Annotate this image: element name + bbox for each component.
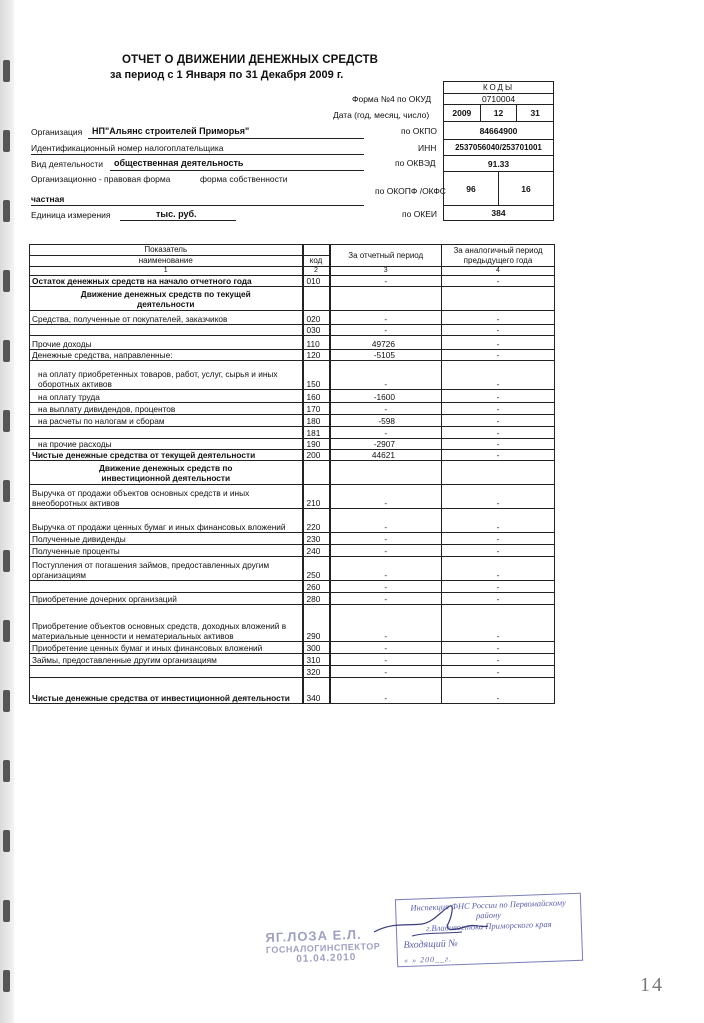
- table-row: [30, 654, 555, 666]
- row-code: 190: [303, 439, 330, 450]
- row-previous: -: [442, 666, 555, 678]
- binding-ring: [3, 900, 10, 922]
- table-row: [30, 403, 555, 415]
- row-code: 220: [303, 509, 330, 533]
- row-previous: -: [442, 361, 555, 390]
- row-current: -2907: [330, 439, 442, 450]
- activity-value: общественная деятельность: [114, 158, 244, 168]
- col-number: 2: [303, 267, 330, 276]
- office-line2: г.Владивостока Приморского края: [425, 918, 552, 934]
- okei-value: 384: [444, 205, 553, 220]
- date-day: 31: [516, 105, 553, 121]
- table-row: [30, 666, 555, 678]
- row-current: -598: [330, 415, 442, 427]
- report-period: за период с 1 Января по 31 Декабря 2009 г.: [110, 69, 344, 81]
- row-current: -: [330, 581, 442, 593]
- row-current: -1600: [330, 390, 442, 403]
- inn-value: 2537056040/253701001: [444, 139, 553, 155]
- okpo-label: по ОКПО: [401, 126, 437, 136]
- row-previous: -: [442, 276, 555, 287]
- row-name: Прочие доходы: [30, 336, 303, 350]
- row-current: 44621: [330, 450, 442, 461]
- row-previous: -: [442, 336, 555, 350]
- date-month: 12: [480, 105, 517, 121]
- row-current: -: [330, 666, 442, 678]
- row-code: 280: [303, 593, 330, 605]
- inspector-stamp: [265, 926, 387, 976]
- table-row: [30, 545, 555, 557]
- org-underline: [88, 138, 364, 139]
- ownership-value: частная: [31, 194, 65, 204]
- binding-ring: [3, 830, 10, 852]
- row-name: [30, 581, 303, 593]
- row-name: Остаток денежных средств на начало отчетного года: [30, 276, 303, 287]
- org-label: Организация: [31, 127, 83, 137]
- table-row: [30, 336, 555, 350]
- table-row: [30, 390, 555, 403]
- table-row: [30, 485, 555, 509]
- row-previous: -: [442, 605, 555, 642]
- row-name: [30, 427, 303, 439]
- row-code: 110: [303, 336, 330, 350]
- row-previous: -: [442, 485, 555, 509]
- inn-underline: [31, 154, 364, 155]
- row-previous: -: [442, 415, 555, 427]
- row-current: -: [330, 533, 442, 545]
- row-name: Выручка от продажи ценных бумаг и иных финансовых вложений: [30, 509, 303, 533]
- org-name: НП"Альянс строителей Приморья": [92, 126, 250, 136]
- table-row: [30, 509, 555, 533]
- col-number: 1: [30, 267, 303, 276]
- row-name: Денежные средства, направленные:: [30, 350, 303, 361]
- office-incoming: Входящий №: [403, 938, 458, 951]
- row-previous: -: [442, 678, 555, 704]
- activity-label: Вид деятельности: [31, 159, 103, 169]
- inspector-title: ГОСНАЛОГИНСПЕКТОР: [265, 941, 381, 956]
- row-name: Выручка от продажи объектов основных средств и иных внеоборотных активов: [30, 485, 303, 509]
- row-previous: -: [442, 509, 555, 533]
- row-name: Чистые денежные средства от инвестиционной деятельности: [30, 678, 303, 704]
- row-current: -: [330, 276, 442, 287]
- row-current: -: [330, 642, 442, 654]
- row-current: -: [330, 654, 442, 666]
- binding-ring: [3, 620, 10, 642]
- row-code: 010: [303, 276, 330, 287]
- row-code: 310: [303, 654, 330, 666]
- row-code: 170: [303, 403, 330, 415]
- inn-code-label: ИНН: [418, 143, 437, 153]
- row-previous: -: [442, 642, 555, 654]
- binding-ring: [3, 130, 10, 152]
- row-code: 160: [303, 390, 330, 403]
- row-code: 320: [303, 666, 330, 678]
- row-code: 030: [303, 325, 330, 336]
- row-code: 290: [303, 605, 330, 642]
- row-code: 181: [303, 427, 330, 439]
- unit-label: Единица измерения: [31, 210, 111, 220]
- row-name: на расчеты по налогам и сборам: [30, 415, 303, 427]
- col-code-header: код: [303, 256, 330, 267]
- row-name: Полученные дивиденды: [30, 533, 303, 545]
- table-row: [30, 427, 555, 439]
- row-previous: -: [442, 311, 555, 325]
- col-number: 3: [330, 267, 442, 276]
- row-code: 260: [303, 581, 330, 593]
- row-code: 300: [303, 642, 330, 654]
- row-name: Поступления от погашения займов, предоставленных другим организациям: [30, 557, 303, 581]
- section-title: Движение денежных средств по инвестиционной деятельности: [30, 461, 303, 485]
- binding-ring: [3, 550, 10, 572]
- okved-label: по ОКВЭД: [395, 158, 436, 168]
- row-previous: -: [442, 350, 555, 361]
- table-row: [30, 415, 555, 427]
- okei-label: по ОКЕИ: [402, 209, 438, 219]
- row-previous: -: [442, 593, 555, 605]
- row-code: 150: [303, 361, 330, 390]
- page-number: 14: [640, 974, 664, 996]
- table-row: [30, 350, 555, 361]
- date-label: Дата (год, месяц, число): [333, 110, 430, 120]
- okved-value: 91.33: [444, 155, 553, 171]
- row-current: -: [330, 403, 442, 415]
- table-row: [30, 439, 555, 450]
- section-row: [30, 287, 555, 311]
- unit-value: тыс. руб.: [156, 209, 197, 219]
- okpo-value: 84664900: [444, 121, 553, 139]
- row-previous: -: [442, 654, 555, 666]
- row-code: 210: [303, 485, 330, 509]
- table-row: [30, 450, 555, 461]
- binding-ring: [3, 410, 10, 432]
- date-cells: [444, 104, 553, 121]
- office-date: « » 200__г.: [403, 954, 453, 965]
- row-current: -: [330, 545, 442, 557]
- row-code: 250: [303, 557, 330, 581]
- inspector-name: ЯГ.ЛОЗА Е.Л.: [265, 926, 362, 946]
- binding-ring: [3, 340, 10, 362]
- okud-label: Форма №4 по ОКУД: [352, 94, 432, 104]
- codes-header: КОДЫ: [482, 83, 515, 92]
- row-current: 49726: [330, 336, 442, 350]
- row-current: -5105: [330, 350, 442, 361]
- row-name: Займы, предоставленные другим организациям: [30, 654, 303, 666]
- row-code: 180: [303, 415, 330, 427]
- row-name: на прочие расходы: [30, 439, 303, 450]
- row-previous: -: [442, 533, 555, 545]
- binding-ring: [3, 480, 10, 502]
- legal-form-label: Организационно - правовая форма: [31, 174, 171, 184]
- table-row: [30, 642, 555, 654]
- row-current: -: [330, 678, 442, 704]
- office-line1: Инспекция ФНС России по Первомайскому району: [410, 897, 567, 921]
- inspector-date: 01.04.2010: [296, 951, 357, 966]
- cashflow-table: [29, 244, 555, 704]
- row-previous: -: [442, 557, 555, 581]
- row-current: -: [330, 593, 442, 605]
- row-name: на оплату труда: [30, 390, 303, 403]
- binding-ring: [3, 60, 10, 82]
- row-name: на выплату дивидендов, процентов: [30, 403, 303, 415]
- binding-ring: [3, 970, 10, 992]
- binding-ring: [3, 760, 10, 782]
- table-row: [30, 533, 555, 545]
- binding-edge: [0, 0, 14, 1023]
- binding-ring: [3, 200, 10, 222]
- row-name: [30, 666, 303, 678]
- row-previous: -: [442, 403, 555, 415]
- row-code: 200: [303, 450, 330, 461]
- unit-underline: [120, 220, 236, 221]
- row-previous: -: [442, 325, 555, 336]
- row-current: -: [330, 325, 442, 336]
- binding-ring: [3, 270, 10, 292]
- col-number: 4: [442, 267, 555, 276]
- col-name-header: наименование: [30, 256, 303, 267]
- row-previous: -: [442, 390, 555, 403]
- row-name: Приобретение объектов основных средств, доходных вложений в материальные ценности и нематериальных активов: [30, 605, 303, 642]
- signature-icon: [372, 902, 492, 952]
- section-title: Движение денежных средств по текущей деятельности: [30, 287, 303, 311]
- row-code: 020: [303, 311, 330, 325]
- date-year: 2009: [452, 108, 472, 118]
- table-row: [30, 678, 555, 704]
- row-current: -: [330, 509, 442, 533]
- row-name: Приобретение ценных бумаг и иных финансовых вложений: [30, 642, 303, 654]
- okopf-cells: [444, 171, 553, 205]
- row-name: Полученные проценты: [30, 545, 303, 557]
- ownership-label: форма собственности: [200, 174, 288, 184]
- row-code: 340: [303, 678, 330, 704]
- row-current: -: [330, 311, 442, 325]
- col-indicator-header: Показатель: [30, 245, 303, 256]
- row-previous: -: [442, 581, 555, 593]
- table-row: [30, 276, 555, 287]
- row-previous: -: [442, 439, 555, 450]
- row-name: на оплату приобретенных товаров, работ, услуг, сырья и иных оборотных активов: [30, 361, 303, 390]
- row-current: -: [330, 605, 442, 642]
- section-row: [30, 461, 555, 485]
- row-current: -: [330, 485, 442, 509]
- row-previous: -: [442, 545, 555, 557]
- table-row: [30, 581, 555, 593]
- table-row: [30, 311, 555, 325]
- table-row: [30, 605, 555, 642]
- row-name: [30, 325, 303, 336]
- col-previous-header: За аналогичный период предыдущего года: [442, 245, 555, 267]
- legal-form-underline: [31, 205, 364, 206]
- row-previous: -: [442, 427, 555, 439]
- table-row: [30, 361, 555, 390]
- okopf-label: по ОКОПФ /ОКФС: [375, 186, 446, 196]
- row-code: 240: [303, 545, 330, 557]
- row-code: 120: [303, 350, 330, 361]
- activity-underline: [110, 170, 364, 171]
- okfs-value: 16: [498, 172, 553, 205]
- okud-value: 0710004: [444, 93, 553, 104]
- inn-label: Идентификационный номер налогоплательщика: [31, 143, 224, 153]
- okopf-value: 96: [466, 183, 476, 194]
- row-name: Средства, полученные от покупателей, заказчиков: [30, 311, 303, 325]
- table-row: [30, 557, 555, 581]
- row-current: -: [330, 557, 442, 581]
- table-row: [30, 325, 555, 336]
- row-name: Приобретение дочерних организаций: [30, 593, 303, 605]
- codes-box: [443, 81, 554, 221]
- row-current: -: [330, 427, 442, 439]
- report-title: ОТЧЕТ О ДВИЖЕНИИ ДЕНЕЖНЫХ СРЕДСТВ: [122, 54, 379, 66]
- row-name: Чистые денежные средства от текущей деятельности: [30, 450, 303, 461]
- table-row: [30, 593, 555, 605]
- col-current-header: За отчетный период: [330, 245, 442, 267]
- row-previous: -: [442, 450, 555, 461]
- row-current: -: [330, 361, 442, 390]
- binding-ring: [3, 690, 10, 712]
- row-code: 230: [303, 533, 330, 545]
